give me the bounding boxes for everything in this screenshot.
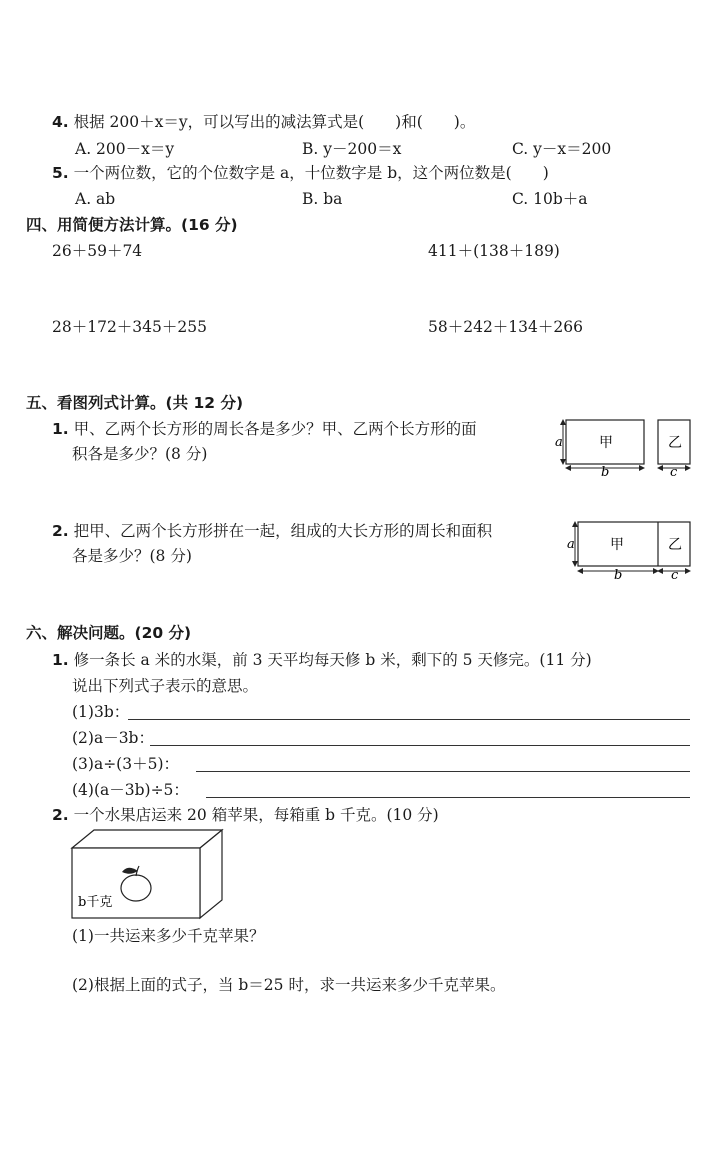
q5-option-a: A. ab [75, 190, 116, 208]
section-4-title: 四、用简便方法计算。(16 分) [26, 216, 238, 234]
s6-problem-1-line-2: 说出下列式子表示的意思。 [72, 677, 259, 695]
problem-text: 一个水果店运来 20 箱苹果，每箱重 b 千克。(10 分) [73, 806, 439, 824]
answer-line-3[interactable] [196, 771, 690, 772]
sub-question-3: (3)a÷(3＋5)： [72, 755, 180, 773]
s5-problem-2-line-1 [52, 521, 492, 541]
s5-problem-1-line-2: 积各是多少？(8 分) [72, 445, 208, 463]
s6-problem-2-line-1 [52, 805, 439, 825]
s6-problem-1-line-1 [52, 650, 592, 670]
label-jia: 甲 [610, 537, 624, 553]
question-number: 4. [52, 113, 69, 131]
s5-problem-1-line-1 [52, 419, 477, 439]
s6-problem-2-q2: (2)根据上面的式子，当 b＝25 时，求一共运来多少千克苹果。 [72, 976, 506, 994]
sub-question-1: (1)3b： [72, 703, 130, 721]
expression-4: 58＋242＋134＋266 [428, 318, 583, 336]
label-yi: 乙 [668, 537, 682, 553]
section-5-title: 五、看图列式计算。(共 12 分) [26, 394, 244, 412]
question-text: 根据 200＋x＝y，可以写出的减法算式是( )和( )。 [73, 113, 476, 131]
label-b: b [614, 568, 623, 582]
problem-text: 修一条长 a 米的水渠，前 3 天平均每天修 b 米，剩下的 5 天修完。(11 分) [73, 651, 592, 669]
q5-option-c: C. 10b＋a [512, 190, 588, 208]
problem-number: 1. [52, 651, 69, 669]
figure-rectangles-combined [562, 514, 698, 582]
problem-number: 2. [52, 522, 69, 540]
question-5 [52, 163, 549, 183]
problem-number: 2. [52, 806, 69, 824]
answer-line-2[interactable] [150, 745, 690, 746]
answer-line-4[interactable] [206, 797, 690, 798]
problem-text: 甲、乙两个长方形的周长各是多少？甲、乙两个长方形的面 [73, 420, 477, 438]
expression-3: 28＋172＋345＋255 [52, 318, 207, 336]
sub-question-2: (2)a－3b： [72, 729, 154, 747]
question-4 [52, 112, 475, 132]
label-yi: 乙 [668, 435, 682, 451]
s5-problem-2-line-2: 各是多少？(8 分) [72, 547, 192, 565]
question-number: 5. [52, 164, 69, 182]
expression-1: 26＋59＋74 [52, 242, 143, 260]
q5-option-b: B. ba [302, 190, 343, 208]
label-c: c [671, 568, 679, 582]
figure-rectangles-separate [548, 412, 698, 480]
answer-line-1[interactable] [128, 719, 690, 720]
label-b: b [601, 465, 610, 480]
label-jia: 甲 [599, 435, 613, 451]
label-c: c [670, 465, 678, 480]
problem-number: 1. [52, 420, 69, 438]
expression-2: 411＋(138＋189) [428, 242, 560, 260]
q4-option-a: A. 200－x＝y [75, 140, 175, 158]
s6-problem-2-q1: (1)一共运来多少千克苹果？ [72, 927, 265, 945]
problem-text: 把甲、乙两个长方形拼在一起，组成的大长方形的周长和面积 [73, 522, 493, 540]
label-a: a [555, 435, 563, 450]
question-text: 一个两位数，它的个位数字是 a，十位数字是 b，这个两位数是( ) [73, 164, 549, 182]
label-a: a [567, 537, 575, 552]
section-6-title: 六、解决问题。(20 分) [26, 624, 192, 642]
q4-option-c: C. y－x＝200 [512, 140, 612, 158]
q4-option-b: B. y－200＝x [302, 140, 402, 158]
box-label: b千克 [78, 895, 113, 910]
sub-question-4: (4)(a－3b)÷5： [72, 781, 189, 799]
apple-box-figure [66, 826, 230, 922]
